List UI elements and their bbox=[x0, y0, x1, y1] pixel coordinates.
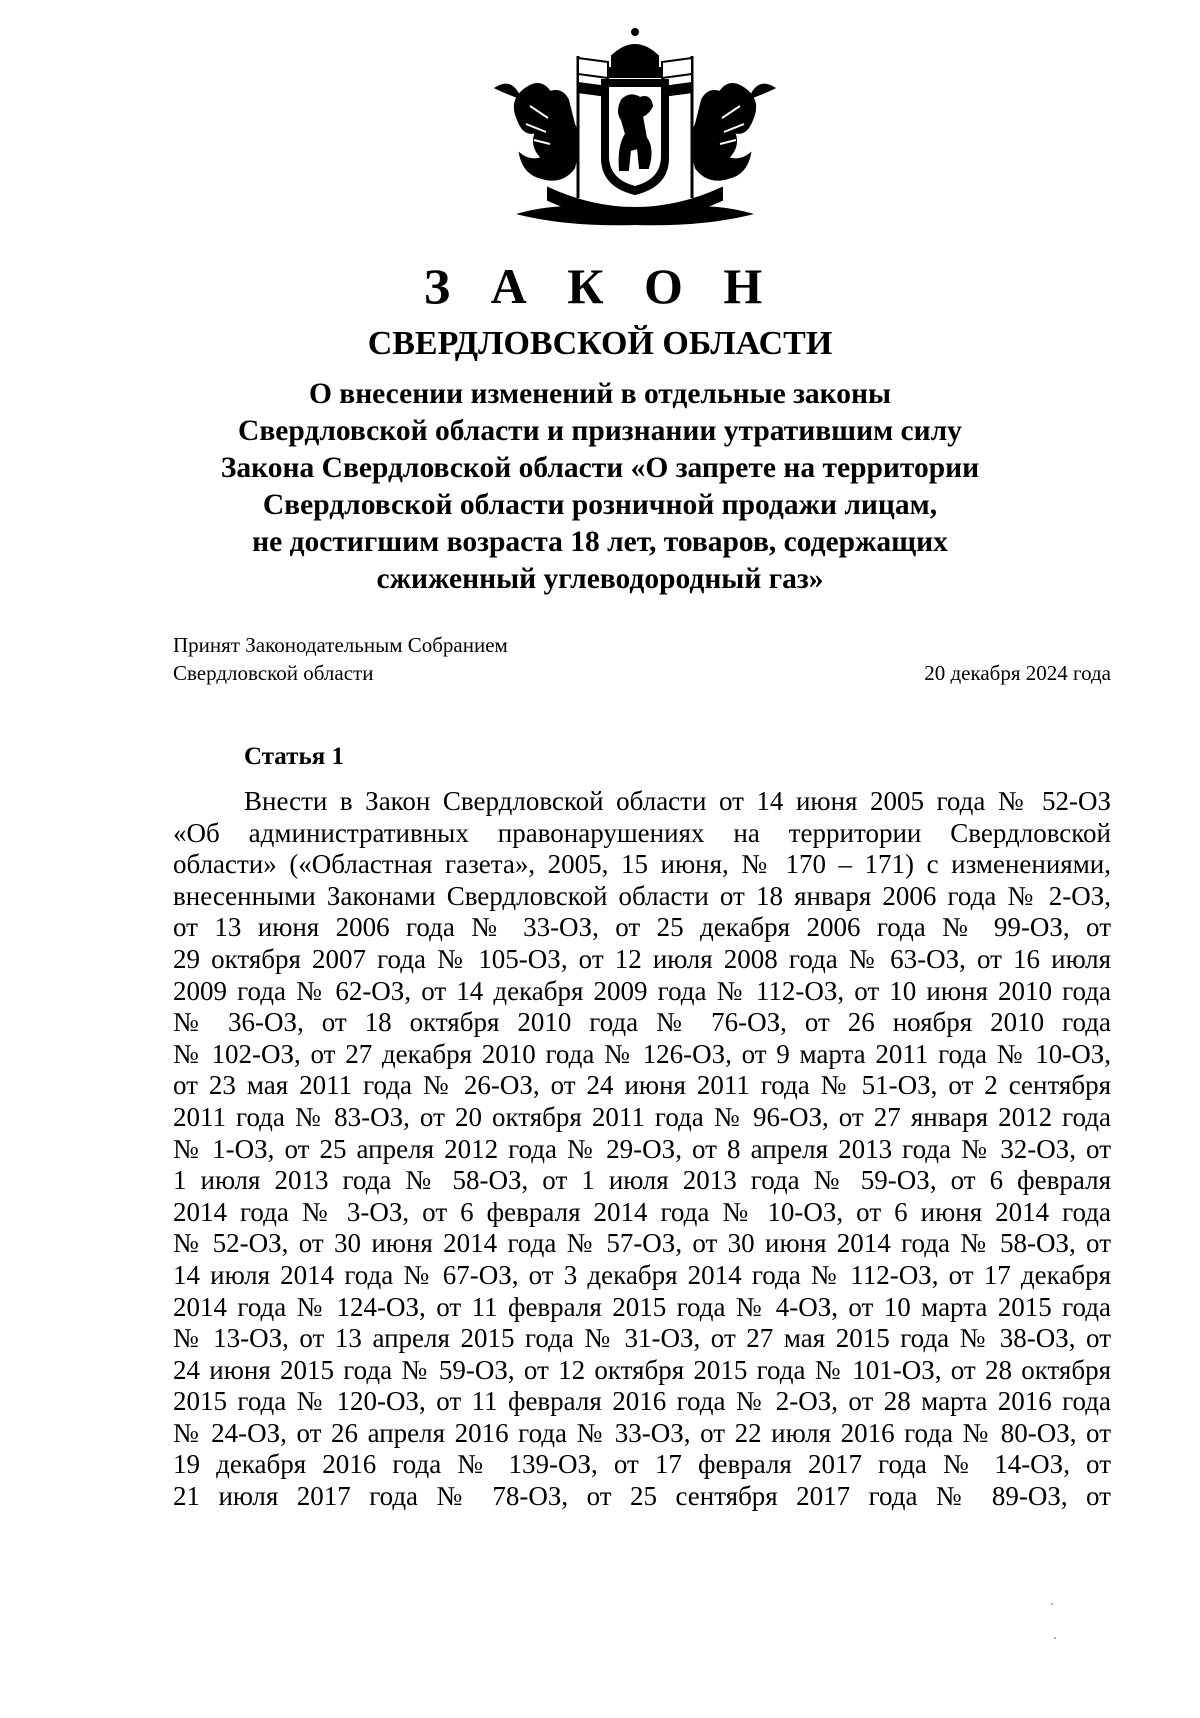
coat-of-arms-emblem bbox=[490, 28, 780, 238]
article-line: 29 октября 2007 года № 105-ОЗ, от 12 июля 2008 года № 63-ОЗ, от 16 июля bbox=[173, 943, 1111, 974]
subject-line: сжиженный углеводородный газ» bbox=[376, 563, 824, 595]
article-heading: Статья 1 bbox=[244, 743, 344, 770]
law-subject-title bbox=[120, 376, 1080, 598]
adoption-statement bbox=[173, 631, 508, 687]
article-line: 2014 года № 3-ОЗ, от 6 февраля 2014 года № 10-ОЗ, от 6 июня 2014 года bbox=[173, 1196, 1111, 1227]
article-line: 1 июля 2013 года № 58-ОЗ, от 1 июля 2013 года № 59-ОЗ, от 6 февраля bbox=[173, 1165, 1111, 1196]
subject-line: О внесении изменений в отдельные законы bbox=[308, 378, 892, 410]
article-line: 2014 года № 124-ОЗ, от 11 февраля 2015 года № 4-ОЗ, от 10 марта 2015 года bbox=[173, 1291, 1111, 1322]
region-title: СВЕРДЛОВСКОЙ ОБЛАСТИ bbox=[367, 325, 833, 362]
article-line: № 52-ОЗ, от 30 июня 2014 года № 57-ОЗ, от 30 июня 2014 года № 58-ОЗ, от bbox=[173, 1228, 1111, 1259]
article-body bbox=[173, 786, 1111, 1513]
article-line: 24 июня 2015 года № 59-ОЗ, от 12 октября 2015 года № 101-ОЗ, от 28 октября bbox=[173, 1354, 1111, 1385]
subject-line: Свердловской области розничной продажи лицам, bbox=[262, 489, 938, 521]
article-line: Внести в Закон Свердловской области от 14 июня 2005 года № 52-ОЗ bbox=[244, 786, 1111, 816]
article-line: № 13-ОЗ, от 13 апреля 2015 года № 31-ОЗ, от 27 мая 2015 года № 38-ОЗ, от bbox=[173, 1323, 1111, 1354]
document-type-title: З А К О Н bbox=[423, 258, 777, 314]
article-line: внесенными Законами Свердловской области от 18 января 2006 года № 2-ОЗ, bbox=[173, 880, 1111, 911]
article-line: 2009 года № 62-ОЗ, от 14 декабря 2009 года № 112-ОЗ, от 10 июня 2010 года bbox=[173, 975, 1111, 1006]
adoption-line: Принят Законодательным Собранием bbox=[173, 633, 508, 657]
subject-line: не достигшим возраста 18 лет, товаров, содержащих bbox=[252, 526, 948, 558]
article-line: области» («Областная газета», 2005, 15 июня, № 170 – 171) с изменениями, bbox=[173, 849, 1111, 880]
article-line: 19 декабря 2016 года № 139-ОЗ, от 17 февраля 2017 года № 14-ОЗ, от bbox=[173, 1449, 1111, 1480]
article-line: от 23 мая 2011 года № 26-ОЗ, от 24 июня 2011 года № 51-ОЗ, от 2 сентября bbox=[173, 1070, 1111, 1101]
article-line: 14 июля 2014 года № 67-ОЗ, от 3 декабря 2014 года № 112-ОЗ, от 17 декабря bbox=[173, 1259, 1111, 1290]
article-line: № 1-ОЗ, от 25 апреля 2012 года № 29-ОЗ, от 8 апреля 2013 года № 32-ОЗ, от bbox=[173, 1133, 1111, 1164]
article-line: № 24-ОЗ, от 26 апреля 2016 года № 33-ОЗ, от 22 июля 2016 года № 80-ОЗ, от bbox=[173, 1417, 1111, 1448]
article-line: № 102-ОЗ, от 27 декабря 2010 года № 126-ОЗ, от 9 марта 2011 года № 10-ОЗ, bbox=[173, 1038, 1111, 1069]
scan-speck bbox=[1054, 1637, 1056, 1639]
adoption-line: Свердловской области bbox=[173, 661, 374, 685]
article-line: № 36-ОЗ, от 18 октября 2010 года № 76-ОЗ, от 26 ноября 2010 года bbox=[173, 1007, 1111, 1038]
article-line: от 13 июня 2006 года № 33-ОЗ, от 25 декабря 2006 года № 99-ОЗ, от bbox=[173, 912, 1111, 943]
article-line: 2015 года № 120-ОЗ, от 11 февраля 2016 года № 2-ОЗ, от 28 марта 2016 года bbox=[173, 1386, 1111, 1417]
article-line: 21 июля 2017 года № 78-ОЗ, от 25 сентября 2017 года № 89-ОЗ, от bbox=[173, 1481, 1111, 1512]
subject-line: Свердловской области и признании утратившим силу bbox=[238, 415, 962, 447]
scan-speck bbox=[1051, 1603, 1053, 1605]
subject-line: Закона Свердловской области «О запрете на территории bbox=[220, 452, 980, 484]
article-line: «Об административных правонарушениях на территории Свердловской bbox=[173, 817, 1111, 848]
article-line: 2011 года № 83-ОЗ, от 20 октября 2011 года № 96-ОЗ, от 27 января 2012 года bbox=[173, 1101, 1111, 1132]
adoption-date: 20 декабря 2024 года bbox=[924, 661, 1111, 685]
